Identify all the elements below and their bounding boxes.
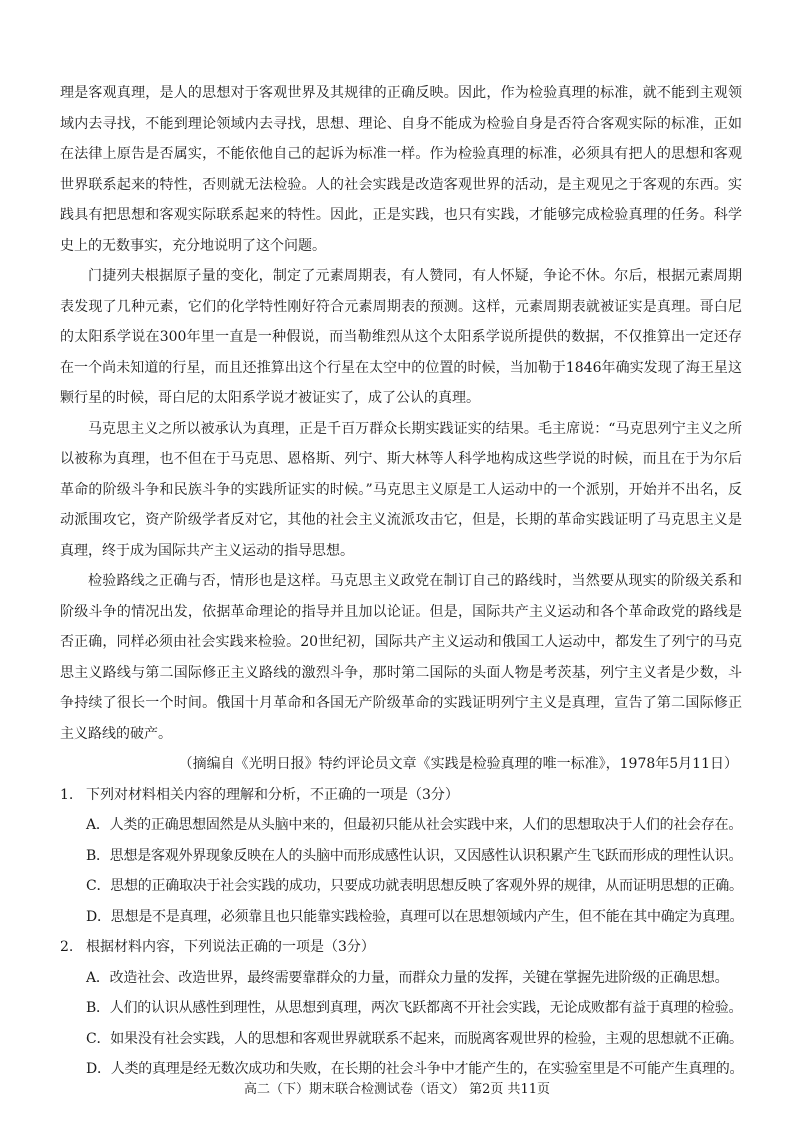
question-2 [60,932,742,1085]
question-option-b: B．思想是客观外界现象反映在人的头脑中而形成感性认识，又因感性认识积累产生飞跃而形成的理性认识。 [86,847,743,864]
question-option-d: D．思想是不是真理，必须靠且也只能靠实践检验，真理可以在思想领域内产生，但不能在其中确定为真理。 [86,908,744,925]
article-paragraph: 门捷列夫根据原子量的变化，制定了元素周期表，有人赞同，有人怀疑，争论不休。尔后，根据元素周期表发现了几种元素，它们的化学特性刚好符合元素周期表的预测。这样，元素周期表就被证实是真理。哥白尼的太阳系学说在300年里一直是一种假说，而当勒维烈从这个太阳系学说所提供的数据，不仅推算出一定还存在一个尚未知道的行星，而且还推算出这个行星在太空中的位置的时候，当加勒于1846年确实发现了海王星这颗行星的时候，哥白尼的太阳系学说才被证实了，成了公认的真理。 [60,268,742,406]
question-option-a: A．人类的正确思想固然是从头脑中来的，但最初只能从社会实践中来，人们的思想取决于人们的社会存在。 [86,817,743,833]
question-1 [60,780,742,933]
question-option-b: B．人们的认识从感性到理性，从思想到真理，两次飞跃都离不开社会实践，无论成败都有益于真理的检验。 [86,1000,743,1016]
question-option-c: C．如果没有社会实践，人的思想和客观世界就联系不起来，而脱离客观世界的检验，主观的思想就不正确。 [86,1030,743,1047]
question-text: 根据材料内容，下列说法正确的一项是（3分） [86,939,375,955]
question-number: 1. [60,786,74,803]
question-number: 2. [60,939,74,955]
page-footer: 高二（下）期末联合检测试卷（语文） 第2页 共11页 [243,1082,551,1097]
question-option-a: A．改造社会、改造世界，最终需要靠群众的力量，而群众力量的发挥，关键在掌握先进阶级的正确思想。 [86,969,729,986]
question-option-d: D．人类的真理是经无数次成功和失败，在长期的社会斗争中才能产生的，在实验室里是不可能产生真理的。 [86,1061,744,1077]
question-stem [60,780,742,811]
question-stem [60,932,742,963]
question-option-c: C．思想的正确取决于社会实践的成功，只要成功就表明思想反映了客观外界的规律，从而证明思想的正确。 [86,878,743,894]
article-paragraph: 理是客观真理，是人的思想对于客观世界及其规律的正确反映。因此，作为检验真理的标准，就不能到主观领域内去寻找，不能到理论领域内去寻找，思想、理论、自身不能成为检验自身是否符合客观实际的标准，正如在法律上原告是否属实，不能依他自己的起诉为标准一样。作为检验真理的标准，必须具有把人的思想和客观世界联系起来的特性，否则就无法检验。人的社会实践是改造客观世界的活动，是主观见之于客观的东西。实践具有把思想和客观实际联系起来的特性。因此，正是实践，也只有实践，才能够完成检验真理的任务。科学史上的无数事实，充分地说明了这个问题。 [60,85,742,254]
page-content [60,78,742,1085]
question-text: 下列对材料相关内容的理解和分析，不正确的一项是（3分） [86,786,459,803]
article-source: （摘编自《光明日报》特约评论员文章《实践是检验真理的唯一标准》，1978年5月11日） [178,756,738,772]
article-paragraph: 检验路线之正确与否，情形也是这样。马克思主义政党在制订自己的路线时，当然要从现实的阶级关系和阶级斗争的情况出发，依据革命理论的指导并且加以论证。但是，国际共产主义运动和各个革命政党的路线是否正确，同样必须由社会实践来检验。20世纪初，国际共产主义运动和俄国工人运动中，都发生了列宁的马克思主义路线与第二国际修正主义路线的激烈斗争，那时第二国际的头面人物是考茨基，列宁主义者是少数，斗争持续了很长一个时间。俄国十月革命和各国无产阶级革命的实践证明列宁主义是真理，宣告了第二国际修正主义路线的破产。 [60,573,742,742]
article-paragraph: 马克思主义之所以被承认为真理，正是千百万群众长期实践证实的结果。毛主席说：“马克思列宁主义之所以被称为真理，也不但在于马克思、恩格斯、列宁、斯大林等人科学地构成这些学说的时候，而且在于为尔后革命的阶级斗争和民族斗争的实践所证实的时候。”马克思主义原是工人运动中的一个派别，开始并不出名，反动派围攻它，资产阶级学者反对它，其他的社会主义流派攻击它，但是，长期的革命实践证明了马克思主义是真理，终于成为国际共产主义运动的指导思想。 [60,420,742,559]
